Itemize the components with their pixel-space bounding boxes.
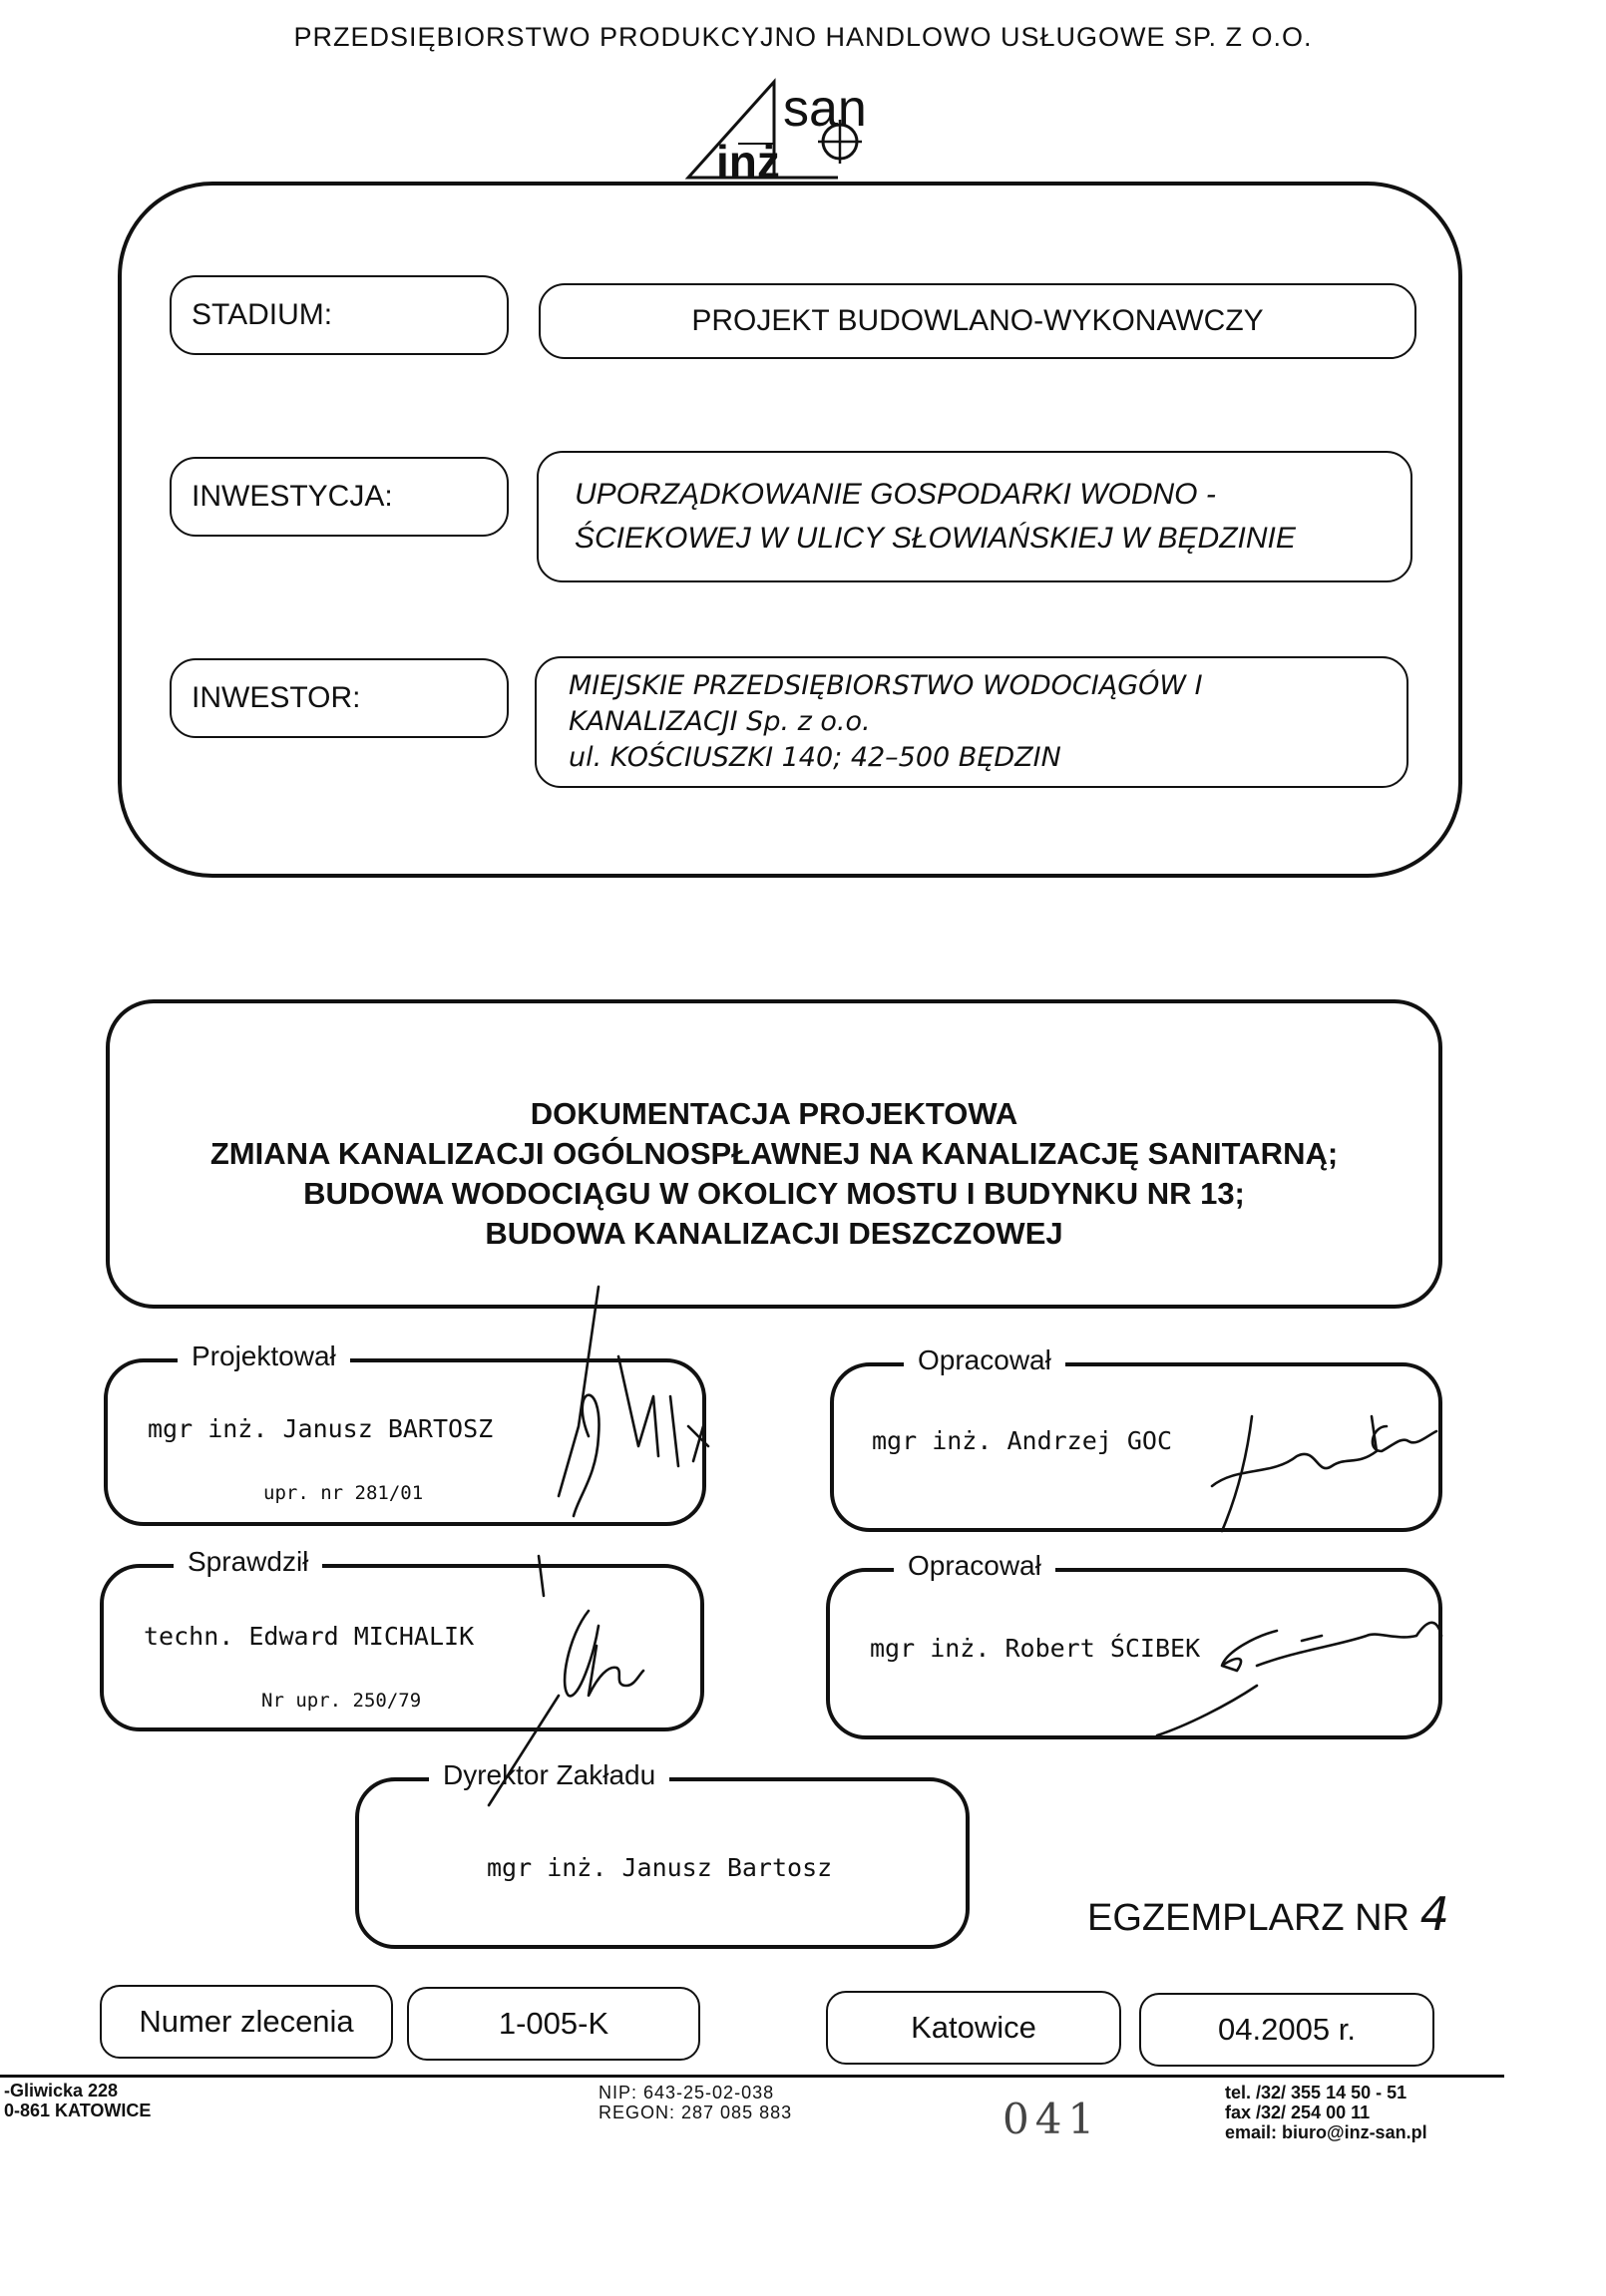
investor-label-box: [170, 658, 509, 738]
footer-fax: fax /32/ 254 00 11: [1225, 2103, 1371, 2122]
prepared1-name: mgr inż. Andrzej GOC: [872, 1426, 1173, 1455]
logo-text-san: san: [783, 80, 867, 138]
director-role: Dyrektor Zakładu: [429, 1759, 669, 1791]
designed-name: mgr inż. Janusz BARTOSZ: [148, 1414, 494, 1443]
designed-role: Projektował: [178, 1340, 350, 1372]
checked-role: Sprawdził: [174, 1546, 322, 1578]
order-label-box: [100, 1985, 393, 2059]
documentation-line-4: BUDOWA KANALIZACJI DESZCZOWEJ: [485, 1216, 1063, 1251]
order-city: Katowice: [911, 2010, 1036, 2045]
checked-name: techn. Edward MICHALIK: [144, 1622, 475, 1651]
footer-address: [4, 2081, 151, 2120]
investment-label-box: [170, 457, 509, 537]
footer-nip: NIP: 643-25-02-038: [599, 2083, 775, 2103]
footer-address-line-2: 0-861 KATOWICE: [4, 2101, 152, 2120]
prepared2-name: mgr inż. Robert ŚCIBEK: [870, 1634, 1201, 1663]
logo-text-inz: inż: [716, 136, 780, 184]
director-name: mgr inż. Janusz Bartosz: [487, 1853, 833, 1882]
director-box: [355, 1759, 970, 1949]
investor-line-1: MIEJSKIE PRZEDSIĘBIORSTWO WODOCIĄGÓW I: [569, 670, 1203, 701]
stadium-value-box: [539, 283, 1416, 359]
company-name: PRZEDSIĘBIORSTWO PRODUKCYJNO HANDLOWO USŁUGOWE SP. Z O.O.: [293, 22, 1313, 52]
investor-label: INWESTOR:: [192, 681, 361, 714]
designed-box: [104, 1340, 706, 1526]
prepared1-box: [830, 1344, 1442, 1532]
investment-line-2: ŚCIEKOWEJ W ULICY SŁOWIAŃSKIEJ W BĘDZINIE: [575, 522, 1296, 555]
documentation-line-1: DOKUMENTACJA PROJEKTOWA: [530, 1096, 1018, 1131]
footer-address-line-1: -Gliwicka 228: [4, 2081, 119, 2101]
order-label: Numer zlecenia: [139, 2004, 354, 2039]
investment-value-box: [537, 451, 1412, 582]
prepared1-role: Opracował: [904, 1344, 1065, 1376]
order-date-box: [1139, 1993, 1434, 2067]
order-number-box: [407, 1987, 700, 2061]
copy-label: EGZEMPLARZ NR: [1087, 1897, 1410, 1939]
company-logo: [678, 74, 878, 184]
page-stamp: 041: [1003, 2095, 1101, 2143]
order-number: 1-005-K: [498, 2006, 609, 2041]
order-date: 04.2005 r.: [1218, 2012, 1356, 2047]
investment-label: INWESTYCJA:: [192, 480, 393, 513]
stadium-label: STADIUM:: [192, 298, 333, 331]
copy-number: [1087, 1887, 1449, 1941]
footer-email: email: biuro@inz-san.pl: [1225, 2122, 1427, 2142]
footer-registry: [599, 2083, 792, 2122]
investor-line-3: ul. KOŚCIUSZKI 140; 42–500 BĘDZIN: [569, 742, 1061, 773]
documentation-title-box: [106, 999, 1442, 1309]
designed-permit: upr. nr 281/01: [263, 1482, 424, 1504]
prepared2-box: [826, 1550, 1442, 1739]
stadium-label-box: [170, 275, 509, 355]
prepared2-role: Opracował: [894, 1550, 1055, 1582]
order-city-box: [826, 1991, 1121, 2065]
investment-line-1: UPORZĄDKOWANIE GOSPODARKI WODNO -: [575, 478, 1216, 511]
documentation-line-2: ZMIANA KANALIZACJI OGÓLNOSPŁAWNEJ NA KANALIZACJĘ SANITARNĄ;: [209, 1136, 1339, 1171]
footer-contact: [1225, 2083, 1427, 2142]
stadium-value: PROJEKT BUDOWLANO-WYKONAWCZY: [691, 304, 1264, 337]
checked-permit: Nr upr. 250/79: [261, 1690, 422, 1712]
copy-number-value: 4: [1419, 1887, 1449, 1941]
investor-value-box: [535, 656, 1408, 788]
investor-line-2: KANALIZACJI Sp. z o.o.: [569, 706, 871, 737]
footer-tel: tel. /32/ 355 14 50 - 51: [1225, 2083, 1407, 2103]
documentation-line-3: BUDOWA WODOCIĄGU W OKOLICY MOSTU I BUDYNKU NR 13;: [303, 1176, 1245, 1211]
footer-regon: REGON: 287 085 883: [599, 2103, 793, 2122]
checked-box: [100, 1546, 704, 1731]
footer-rule: [0, 2075, 1504, 2078]
